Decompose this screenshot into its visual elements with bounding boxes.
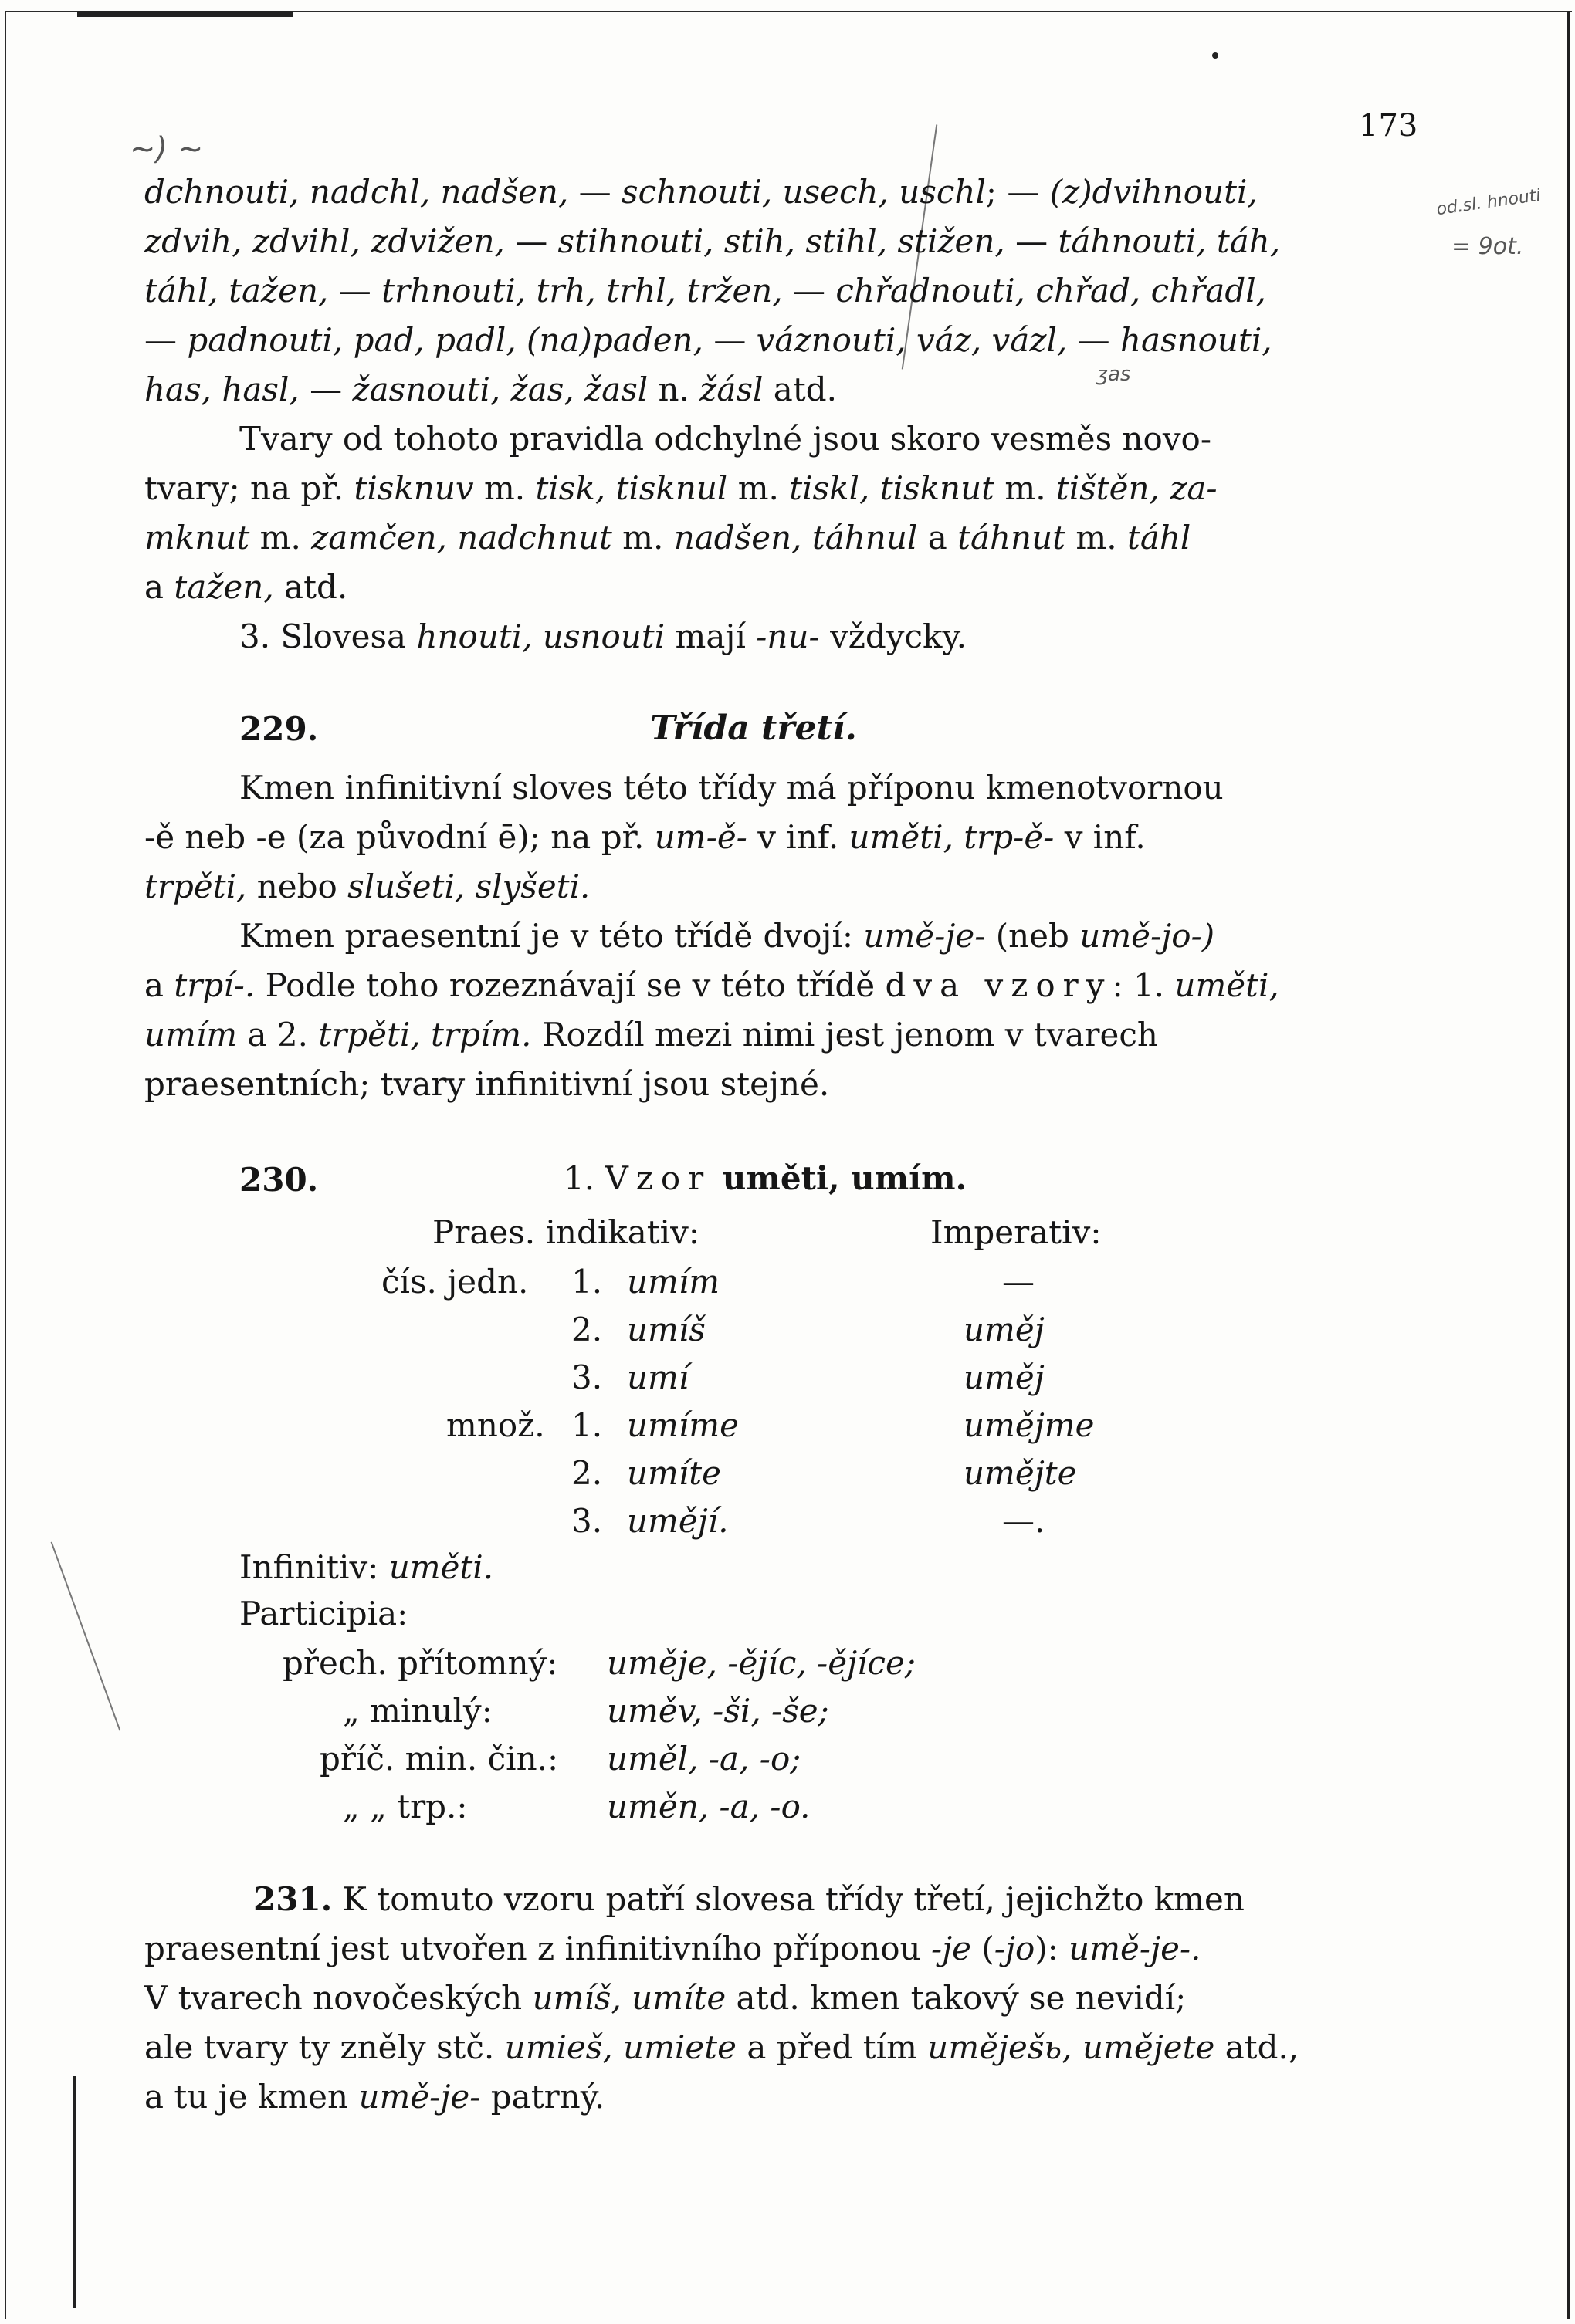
- text-run: v inf.: [1054, 818, 1146, 856]
- example-words: žasnouti, žas, žasl: [352, 370, 649, 408]
- text-line: [239, 769, 1224, 807]
- text-run: ):: [1035, 1930, 1069, 1967]
- text-line: [144, 272, 1267, 310]
- participle-value: uměv, -ši, -še;: [607, 1692, 829, 1730]
- example-words: uměti,: [1174, 966, 1279, 1004]
- infinitiv-label: Infinitiv:: [239, 1548, 379, 1586]
- section-number: 230.: [239, 1161, 319, 1199]
- text-line: [253, 1880, 1245, 1918]
- participle-label: přech. přítomný:: [283, 1644, 558, 1682]
- text-line: [144, 469, 1218, 507]
- example-words: hnouti, usnouti: [416, 617, 666, 655]
- spaced-emphasis: dva vzory: [885, 966, 1113, 1004]
- text-line: [144, 321, 1272, 359]
- example-words: trpěti, trpím.: [318, 1016, 532, 1054]
- text-line: [144, 868, 591, 905]
- example-words: umieš, umiete: [504, 2028, 737, 2066]
- text-line: [144, 2078, 605, 2116]
- section-number: 231.: [253, 1880, 333, 1918]
- text-line: [239, 617, 967, 655]
- praes-form: umíš: [627, 1311, 706, 1348]
- text-run: —: [1004, 222, 1058, 260]
- text-line: [144, 222, 1281, 260]
- text-run: —: [144, 321, 188, 359]
- text-run: a: [144, 966, 174, 1004]
- column-header-praes: Praes. indikativ:: [432, 1213, 699, 1251]
- praes-form: umím: [627, 1263, 720, 1301]
- text-line: [144, 1979, 1187, 2017]
- text-line: [144, 966, 1279, 1004]
- example-words: hasnouti,: [1119, 321, 1272, 359]
- table-row-num: 1.: [571, 1406, 603, 1444]
- text-run: m.: [994, 469, 1056, 507]
- text-run: —: [504, 222, 558, 260]
- text-run: 1.: [564, 1159, 605, 1197]
- example-words: -nu-: [756, 617, 820, 655]
- example-words: (z)dvihnouti,: [1049, 173, 1258, 211]
- infinitiv-line: [239, 1548, 494, 1586]
- text-run: m.: [727, 469, 790, 507]
- text-run: a: [144, 568, 174, 606]
- example-words: tažen,: [174, 568, 274, 606]
- scan-mark: [1212, 52, 1218, 59]
- example-words: trpěti,: [144, 868, 247, 905]
- text-line: [144, 818, 1146, 856]
- text-run: tvary; na př.: [144, 469, 354, 507]
- imp-form: —.: [1002, 1502, 1045, 1540]
- text-line: [144, 2028, 1299, 2066]
- example-words: umě-jo-): [1079, 917, 1215, 955]
- example-words: tištěn, za-: [1055, 469, 1218, 507]
- text-run: —: [299, 370, 353, 408]
- page-border-left: [5, 11, 6, 2319]
- text-run: (: [971, 1930, 994, 1967]
- imp-form: uměj: [964, 1311, 1045, 1348]
- text-run: patrný.: [480, 2078, 605, 2116]
- table-row-label: množ.: [446, 1406, 545, 1444]
- example-words: umě-je-.: [1069, 1930, 1201, 1967]
- text-line: [144, 1016, 1158, 1054]
- text-run: vždycky.: [819, 617, 967, 655]
- text-run: ale tvary ty zněly stč.: [144, 2028, 505, 2066]
- text-line: [144, 1930, 1201, 1967]
- imp-form: —: [1002, 1263, 1035, 1301]
- paradigm-heading: [564, 1159, 967, 1197]
- participle-label: „ „ trp.:: [343, 1788, 468, 1825]
- scan-mark: [73, 2076, 76, 2308]
- text-run: nebo: [246, 868, 348, 905]
- text-run: atd. kmen takový se nevidí;: [726, 1979, 1187, 2017]
- text-line: [144, 568, 348, 606]
- text-run: Kmen praesentní je v této třídě dvojí:: [239, 917, 864, 955]
- text-run: —: [1067, 321, 1120, 359]
- text-line: [239, 917, 1215, 955]
- text-run: n.: [648, 370, 700, 408]
- section-title: Třída třetí.: [650, 709, 857, 748]
- example-words: umě-je-: [863, 917, 986, 955]
- text-line: [144, 519, 1191, 556]
- participle-label: příč. min. čin.:: [320, 1740, 559, 1778]
- text-run: atd.,: [1214, 2028, 1299, 2066]
- column-header-imperativ: Imperativ:: [930, 1213, 1102, 1251]
- text-run: Kmen infinitivní sloves této třídy má příponu kmenotvornou: [239, 769, 1224, 807]
- example-words: umím: [144, 1016, 238, 1054]
- example-words: slušeti, slyšeti.: [347, 868, 591, 905]
- praes-form: umějí.: [627, 1502, 729, 1540]
- text-run: —: [568, 173, 622, 211]
- text-run: praesentních; tvary infinitivní jsou stejné.: [144, 1065, 830, 1103]
- text-run: Tvary od tohoto pravidla odchylné jsou skoro vesměs novo-: [239, 420, 1212, 458]
- example-words: umě-je-: [358, 2078, 481, 2116]
- text-run: Rozdíl mezi nimi jest jenom v tvarech: [531, 1016, 1158, 1054]
- table-row-num: 1.: [571, 1263, 603, 1301]
- text-run: K tomuto vzoru patří slovesa třídy třetí, jejichžto kmen: [332, 1880, 1245, 1918]
- text-line: [239, 420, 1212, 458]
- text-run: (neb: [985, 917, 1080, 955]
- page-number: 173: [1359, 108, 1418, 144]
- example-words: tisk, tisknul: [535, 469, 728, 507]
- text-run: m.: [611, 519, 674, 556]
- spaced-emphasis: Vzor: [605, 1159, 712, 1197]
- infinitiv-value: uměti.: [388, 1548, 494, 1586]
- example-words: tiskl, tisknut: [789, 469, 995, 507]
- text-run: a 2.: [237, 1016, 319, 1054]
- text-run: ; —: [985, 173, 1050, 211]
- example-words: has, hasl,: [144, 370, 300, 408]
- text-run: —: [328, 272, 382, 310]
- heading-words: uměti, umím.: [711, 1159, 967, 1197]
- example-words: -jo: [994, 1930, 1035, 1967]
- text-run: m.: [473, 469, 536, 507]
- text-run: -ě neb -e (za původní ē); na př.: [144, 818, 655, 856]
- example-words: padnouti, pad, padl, (na)paden,: [187, 321, 703, 359]
- text-run: m.: [249, 519, 312, 556]
- text-run: atd.: [763, 370, 837, 408]
- example-words: trhnouti, trh, trhl, tržen,: [381, 272, 783, 310]
- text-run: a: [917, 519, 958, 556]
- example-words: uměješь, umějete: [927, 2028, 1215, 2066]
- text-run: m.: [1065, 519, 1127, 556]
- text-run: : 1.: [1112, 966, 1175, 1004]
- example-words: žásl: [699, 370, 764, 408]
- text-run: a tu je kmen: [144, 2078, 359, 2116]
- example-words: schnouti, usech, uschl: [622, 173, 986, 211]
- section-number: 229.: [239, 710, 319, 748]
- example-words: dchnouti, nadchl, nadšen,: [144, 173, 569, 211]
- text-run: v inf.: [747, 818, 849, 856]
- participle-value: uměje, -ějíc, -ějíce;: [607, 1644, 916, 1682]
- imp-form: umějme: [964, 1406, 1095, 1444]
- praes-form: umíte: [627, 1454, 722, 1492]
- text-run: praesentní jest utvořen z infinitivního příponou: [144, 1930, 931, 1967]
- text-run: mají: [665, 617, 757, 655]
- example-words: táhnut: [957, 519, 1066, 556]
- participia-label: Participia:: [239, 1595, 408, 1632]
- participle-label: „ minulý:: [343, 1692, 493, 1730]
- text-run: a před tím: [736, 2028, 928, 2066]
- text-line: [144, 370, 837, 408]
- text-run: —: [703, 321, 757, 359]
- example-words: zdvih, zdvihl, zdvižen,: [144, 222, 505, 260]
- example-words: chřadnouti, chřad, chřadl,: [835, 272, 1267, 310]
- text-line: [144, 1065, 830, 1103]
- example-words: zamčen, nadchnut: [311, 519, 612, 556]
- praes-form: umí: [627, 1358, 689, 1396]
- example-words: umíš, umíte: [532, 1979, 727, 2017]
- handwritten-note-top-left: ~) ~: [130, 131, 204, 167]
- table-row-label: čís. jedn.: [381, 1263, 529, 1301]
- pencil-stroke: [51, 1541, 121, 1730]
- example-words: nadšen, táhnul: [673, 519, 918, 556]
- scan-mark: [77, 11, 293, 17]
- praes-form: umíme: [627, 1406, 739, 1444]
- example-words: stihnouti, stih, stihl, stižen,: [557, 222, 1005, 260]
- example-words: táhnouti, táh,: [1058, 222, 1281, 260]
- example-words: tisknuv: [354, 469, 474, 507]
- example-words: mknut: [144, 519, 250, 556]
- text-run: Podle toho rozeznávají se v této třídě: [255, 966, 886, 1004]
- example-words: váznouti, váz, vázl,: [756, 321, 1068, 359]
- handwritten-interline-note: ʒas: [1096, 363, 1131, 386]
- example-words: um-ě-: [654, 818, 747, 856]
- text-run: 3. Slovesa: [239, 617, 417, 655]
- table-row-num: 2.: [571, 1311, 603, 1348]
- text-run: atd.: [273, 568, 348, 606]
- page-border-right: [1567, 11, 1570, 2319]
- imp-form: umějte: [964, 1454, 1077, 1492]
- text-line: [144, 173, 1258, 211]
- example-words: uměti, trp-ě-: [848, 818, 1055, 856]
- text-run: V tvarech novočeských: [144, 1979, 533, 2017]
- table-row-num: 3.: [571, 1358, 603, 1396]
- text-run: —: [782, 272, 836, 310]
- imp-form: uměj: [964, 1358, 1045, 1396]
- participle-value: uměn, -a, -o.: [607, 1788, 811, 1825]
- example-words: táhl: [1126, 519, 1191, 556]
- example-words: trpí-.: [174, 966, 256, 1004]
- table-row-num: 2.: [571, 1454, 603, 1492]
- example-words: -je: [930, 1930, 972, 1967]
- participle-value: uměl, -a, -o;: [607, 1740, 801, 1778]
- example-words: táhl, tažen,: [144, 272, 329, 310]
- handwritten-margin-note: = 9ot.: [1451, 233, 1524, 260]
- handwritten-margin-note: od.sl. hnouti: [1434, 185, 1543, 220]
- table-row-num: 3.: [571, 1502, 603, 1540]
